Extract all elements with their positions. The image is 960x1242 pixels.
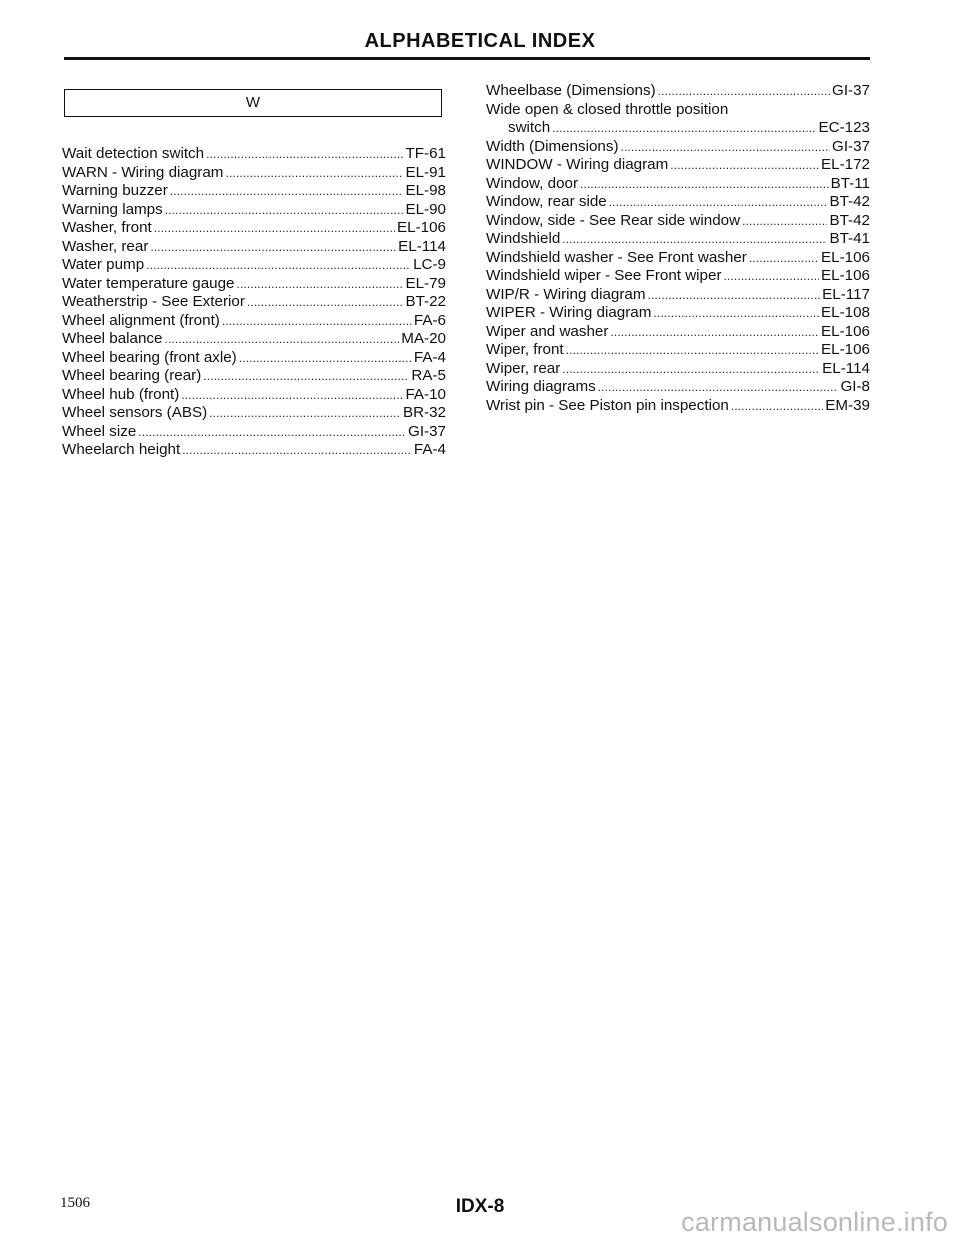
page-code: IDX-8 xyxy=(455,1196,505,1217)
index-term: Windshield wiper - See Front wiper xyxy=(486,267,722,284)
index-term: Wiring diagrams xyxy=(486,378,596,395)
index-entry xyxy=(486,119,870,138)
index-term: Width (Dimensions) xyxy=(486,137,619,155)
index-term: Water pump xyxy=(62,256,145,273)
page-title: ALPHABETICAL INDEX xyxy=(364,30,596,52)
index-term: Wheel alignment (front) xyxy=(62,311,220,329)
dot-leader xyxy=(225,164,403,183)
dot-leader xyxy=(170,182,404,201)
index-term: Warning lamps xyxy=(62,200,163,218)
page-reference: BT-22 xyxy=(405,293,446,310)
left-index-column xyxy=(62,145,446,460)
page-reference: EL-98 xyxy=(405,182,446,199)
index-term: Wait detection switch xyxy=(62,145,205,162)
index-term: Wiper and washer xyxy=(486,322,609,340)
dot-leader xyxy=(182,441,412,460)
page-reference: FA-4 xyxy=(413,348,446,366)
dot-leader xyxy=(580,175,829,194)
index-term: Wide open & closed throttle position xyxy=(486,100,729,118)
index-term: Windshield washer - See Front washer xyxy=(486,248,747,266)
page-reference: GI-37 xyxy=(832,137,870,155)
index-entry xyxy=(62,349,446,368)
page-reference: GI-37 xyxy=(408,422,446,440)
page-reference: BT-11 xyxy=(830,174,870,192)
index-term: Windshield xyxy=(486,230,561,247)
page-reference: BR-32 xyxy=(402,404,446,421)
index-term: Wiper, front xyxy=(486,341,564,358)
index-term: Washer, rear xyxy=(62,237,149,255)
dot-leader xyxy=(138,423,406,442)
index-entry xyxy=(62,182,446,201)
dot-leader xyxy=(552,119,816,138)
dot-leader xyxy=(164,330,399,349)
page-reference: BT-42 xyxy=(829,211,870,229)
index-term: Window, door xyxy=(486,174,579,192)
index-term: Warning buzzer xyxy=(62,182,168,199)
index-term: Wheel bearing (rear) xyxy=(62,367,202,384)
dot-leader xyxy=(203,367,409,386)
index-term: WINDOW - Wiring diagram xyxy=(486,156,669,173)
right-index-column xyxy=(486,82,870,415)
index-term: Wheel bearing (front axle) xyxy=(62,348,237,366)
index-entry xyxy=(486,341,870,360)
page-reference: EL-108 xyxy=(821,304,870,321)
dot-leader xyxy=(731,397,823,416)
page-reference: EL-114 xyxy=(822,359,870,377)
page-reference: GI-8 xyxy=(840,378,870,395)
dot-leader xyxy=(150,238,396,257)
section-letter: W xyxy=(245,94,261,111)
page-reference: LC-9 xyxy=(413,256,446,273)
page-reference: GI-37 xyxy=(832,82,870,99)
dot-leader xyxy=(165,201,404,220)
index-term: Washer, front xyxy=(62,219,152,236)
index-entry xyxy=(486,378,870,397)
index-entry xyxy=(486,267,870,286)
dot-leader xyxy=(658,82,830,101)
dot-leader xyxy=(146,256,411,275)
index-entry xyxy=(62,256,446,275)
index-term: WIPER - Wiring diagram xyxy=(486,304,652,321)
dot-leader xyxy=(610,323,819,342)
dot-leader xyxy=(562,230,827,249)
dot-leader xyxy=(247,293,404,312)
index-entry xyxy=(486,397,870,416)
dot-leader xyxy=(609,193,828,212)
page-reference: FA-4 xyxy=(413,441,446,458)
page-number: 1506 xyxy=(60,1195,90,1211)
index-entry xyxy=(486,230,870,249)
index-term: Window, side - See Rear side window xyxy=(486,211,741,229)
index-entry xyxy=(62,386,446,405)
page-reference: EL-106 xyxy=(397,219,446,236)
index-entry xyxy=(62,367,446,386)
dot-leader xyxy=(749,249,819,268)
page-reference: EL-117 xyxy=(822,285,870,303)
dot-leader xyxy=(237,275,404,294)
dot-leader xyxy=(562,360,820,379)
page-reference: MA-20 xyxy=(401,330,446,347)
page-reference: BT-42 xyxy=(829,193,870,210)
index-entry xyxy=(486,304,870,323)
page-reference: EC-123 xyxy=(818,119,870,136)
index-entry xyxy=(62,275,446,294)
page-reference: EL-106 xyxy=(821,341,870,358)
title-rule xyxy=(64,57,870,60)
index-entry xyxy=(486,286,870,305)
index-entry xyxy=(62,238,446,257)
index-entry xyxy=(486,212,870,231)
index-entry xyxy=(62,330,446,349)
watermark: carmanualsonline.info xyxy=(681,1207,948,1237)
index-entry xyxy=(62,164,446,183)
page-reference: EL-106 xyxy=(821,248,870,266)
section-letter-box xyxy=(64,89,442,117)
index-term: Wrist pin - See Piston pin inspection xyxy=(486,396,729,414)
index-term: Wheel sensors (ABS) xyxy=(62,404,208,421)
index-term: Weatherstrip - See Exterior xyxy=(62,293,245,310)
index-term: Wheelbase (Dimensions) xyxy=(486,82,656,99)
page-reference: BT-41 xyxy=(829,230,870,247)
index-entry xyxy=(62,145,446,164)
index-term: WIP/R - Wiring diagram xyxy=(486,285,646,303)
page-reference: EL-106 xyxy=(821,267,870,284)
dot-leader xyxy=(222,312,412,331)
page-reference: EM-39 xyxy=(825,396,870,414)
dot-leader xyxy=(154,219,395,238)
index-entry xyxy=(486,156,870,175)
index-term: WARN - Wiring diagram xyxy=(62,163,224,181)
index-entry xyxy=(62,441,446,460)
dot-leader xyxy=(209,404,401,423)
dot-leader xyxy=(598,378,839,397)
index-entry xyxy=(486,101,870,120)
page-reference: EL-91 xyxy=(405,163,446,181)
page-reference: TF-61 xyxy=(405,145,446,162)
index-entry xyxy=(62,219,446,238)
dot-leader xyxy=(653,304,819,323)
dot-leader xyxy=(181,386,403,405)
dot-leader xyxy=(206,145,403,164)
page-reference: EL-114 xyxy=(398,237,446,255)
dot-leader xyxy=(724,267,820,286)
page-reference: EL-90 xyxy=(405,200,446,218)
index-term: Window, rear side xyxy=(486,193,607,210)
index-entry xyxy=(62,293,446,312)
dot-leader xyxy=(621,138,831,157)
dot-leader xyxy=(742,212,827,231)
page-reference: EL-106 xyxy=(821,322,870,340)
index-entry xyxy=(486,193,870,212)
index-term: Water temperature gauge xyxy=(62,274,235,292)
index-entry xyxy=(486,360,870,379)
index-entry xyxy=(486,138,870,157)
page-reference: EL-79 xyxy=(405,274,446,292)
index-term: Wheel balance xyxy=(62,330,163,347)
index-term: Wiper, rear xyxy=(486,359,561,377)
dot-leader xyxy=(566,341,819,360)
index-entry xyxy=(62,404,446,423)
dot-leader xyxy=(670,156,819,175)
index-entry xyxy=(486,249,870,268)
index-entry xyxy=(486,175,870,194)
index-entry xyxy=(62,423,446,442)
index-term: switch xyxy=(508,119,551,136)
index-term: Wheel hub (front) xyxy=(62,385,180,403)
page-reference: RA-5 xyxy=(411,367,446,384)
index-entry xyxy=(486,323,870,342)
index-term: Wheel size xyxy=(62,422,137,440)
page-reference: FA-10 xyxy=(405,385,446,403)
dot-leader xyxy=(648,286,821,305)
index-term: Wheelarch height xyxy=(62,441,181,458)
dot-leader xyxy=(239,349,412,368)
index-entry xyxy=(62,201,446,220)
page-reference: FA-6 xyxy=(413,311,446,329)
page-reference: EL-172 xyxy=(821,156,870,173)
index-entry xyxy=(486,82,870,101)
index-entry xyxy=(62,312,446,331)
